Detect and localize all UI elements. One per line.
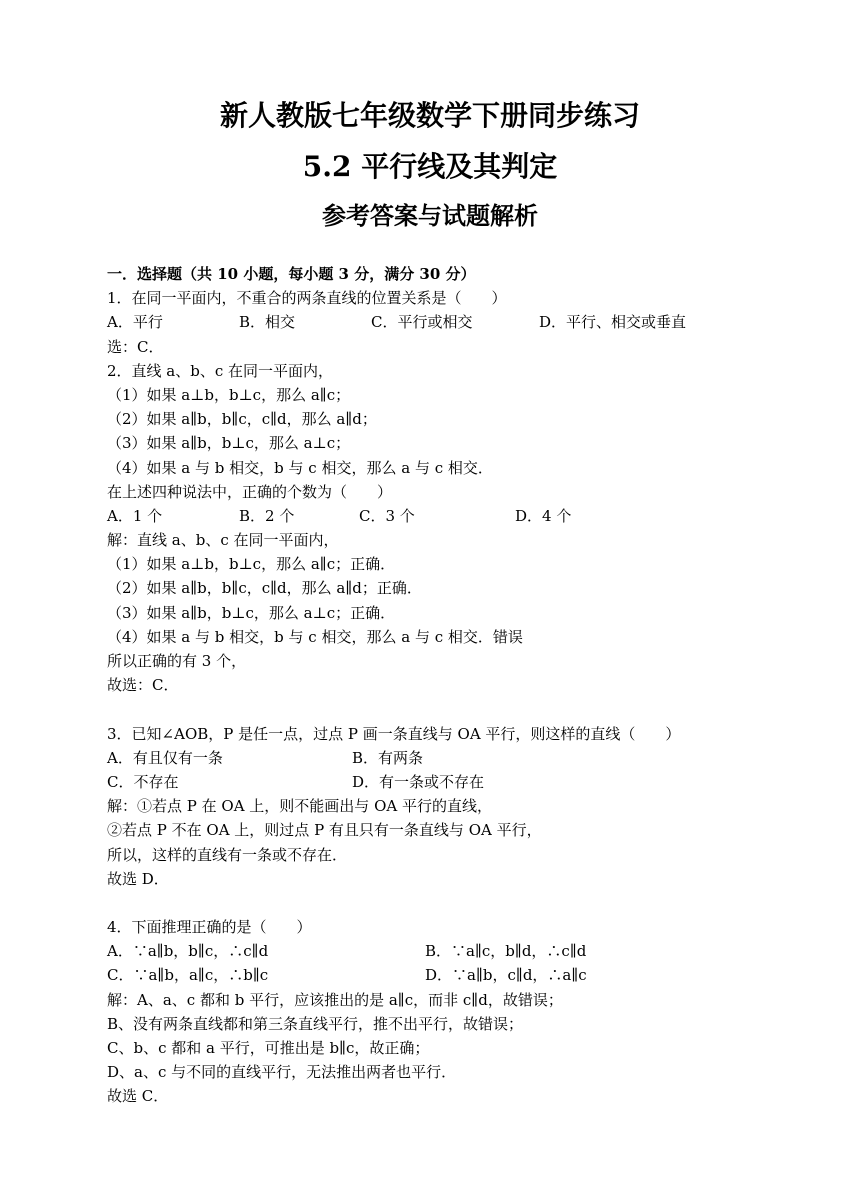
- q4-answer: 故选 C．: [107, 1087, 169, 1106]
- q2-solution-4: （4）如果 a 与 b 相交，b 与 c 相交，那么 a 与 c 相交．错误: [107, 627, 523, 646]
- q2-option-c: C．3 个: [359, 506, 415, 525]
- q2-option-d: D．4 个: [515, 506, 572, 525]
- q3-answer: 故选 D．: [107, 869, 169, 888]
- q2-solution-1: （1）如果 a⊥b，b⊥c，那么 a∥c；正确．: [107, 555, 396, 574]
- spacer: [107, 697, 727, 721]
- q3-options-row-2: [107, 770, 727, 794]
- q4-solution-3: C、b、c 都和 a 平行，可推出是 b∥c，故正确；: [107, 1039, 430, 1057]
- q4-options-row-1: [107, 939, 727, 963]
- q4-options-row-2: [107, 963, 727, 987]
- q2-statement-1: （1）如果 a⊥b，b⊥c，那么 a∥c；: [107, 385, 351, 404]
- q2-stem: 2．直线 a、b、c 在同一平面内，: [107, 361, 334, 380]
- q3-solution-1: 解：①若点 P 在 OA 上，则不能画出与 OA 平行的直线，: [107, 797, 492, 816]
- q3-option-d: D．有一条或不存在: [352, 772, 485, 791]
- q2-option-a: A．1 个: [107, 506, 163, 525]
- section-heading: 一．选择题（共 10 小题，每小题 3 分，满分 30 分）: [107, 265, 476, 283]
- page-title: 新人教版七年级数学下册同步练习: [219, 99, 640, 132]
- q1-option-b: B．相交: [239, 313, 296, 332]
- document-body: [107, 262, 727, 1109]
- q2-solution-5: 所以正确的有 3 个，: [107, 652, 247, 670]
- q1-option-c: C．平行或相交: [371, 313, 473, 332]
- q1-answer: 选：C．: [107, 337, 164, 356]
- q3-option-b: B．有两条: [352, 748, 424, 767]
- q2-statement-2: （2）如果 a∥b，b∥c，c∥d，那么 a∥d；: [107, 410, 377, 429]
- q2-question: 在上述四种说法中，正确的个数为（ ）: [107, 482, 393, 501]
- q4-solution-4: D、a、c 与不同的直线平行，无法推出两者也平行．: [107, 1063, 457, 1082]
- q3-options-row-1: [107, 746, 727, 770]
- q2-answer: 故选：C．: [107, 676, 179, 695]
- q2-statement-4: （4）如果 a 与 b 相交，b 与 c 相交，那么 a 与 c 相交．: [107, 458, 493, 477]
- q2-solution-intro: 解：直线 a、b、c 在同一平面内，: [107, 531, 339, 550]
- q1-stem: 1．在同一平面内，不重合的两条直线的位置关系是（ ）: [107, 289, 507, 308]
- q4-option-a: A．∵a∥b，b∥c，∴c∥d: [107, 942, 269, 961]
- q2-options: [107, 504, 727, 528]
- q3-option-c: C．不存在: [107, 772, 179, 791]
- lesson-title: 5.2 平行线及其判定: [302, 150, 558, 183]
- q2-solution-2: （2）如果 a∥b，b∥c，c∥d，那么 a∥d；正确．: [107, 579, 422, 598]
- q3-solution-3: 所以，这样的直线有一条或不存在．: [107, 845, 348, 864]
- q4-option-d: D．∵a∥b，c∥d，∴a∥c: [425, 966, 587, 985]
- answer-key-title: 参考答案与试题解析: [322, 201, 538, 230]
- q4-solution-1: 解：A、a、c 都和 b 平行，应该推出的是 a∥c，而非 c∥d，故错误；: [107, 990, 563, 1009]
- q4-option-b: B．∵a∥c，b∥d，∴c∥d: [425, 942, 587, 961]
- q1-option-d: D．平行、相交或垂直: [539, 313, 687, 332]
- q2-option-b: B．2 个: [239, 506, 295, 525]
- q3-option-a: A．有且仅有一条: [107, 748, 223, 767]
- q4-solution-2: B、没有两条直线都和第三条直线平行，推不出平行，故错误；: [107, 1014, 524, 1033]
- q1-options: [107, 310, 727, 334]
- q2-solution-3: （3）如果 a∥b，b⊥c，那么 a⊥c；正确．: [107, 603, 396, 622]
- q3-stem: 3．已知∠AOB，P 是任一点，过点 P 画一条直线与 OA 平行，则这样的直线（ ）: [107, 724, 681, 743]
- q2-statement-3: （3）如果 a∥b，b⊥c，那么 a⊥c；: [107, 434, 351, 453]
- q4-option-c: C．∵a∥b，a∥c，∴b∥c: [107, 966, 269, 985]
- spacer: [107, 891, 727, 915]
- q3-solution-2: ②若点 P 不在 OA 上，则过点 P 有且只有一条直线与 OA 平行，: [107, 821, 542, 840]
- q1-option-a: A．平行: [107, 313, 163, 332]
- q4-stem: 4．下面推理正确的是（ ）: [107, 918, 312, 937]
